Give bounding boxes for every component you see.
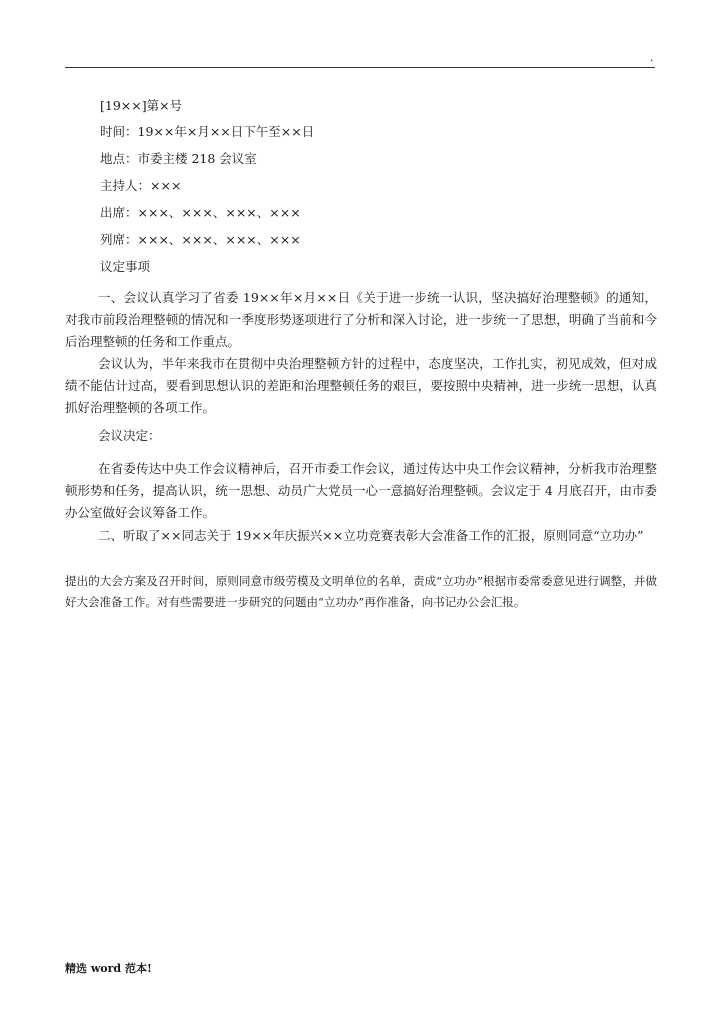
- header-mark: .: [650, 51, 654, 64]
- doc-number: [19××]第×号: [100, 98, 183, 113]
- header-rule: [65, 67, 655, 68]
- paragraph-5: 二、听取了××同志关于 19××年庆振兴××立功竞赛表彰大会准备工作的汇报，原则同意“立功办”: [98, 528, 644, 543]
- footer-text: 精选 word 范本!: [65, 962, 152, 975]
- meeting-place: 地点：市委主楼 218 会议室: [100, 151, 257, 166]
- paragraph-4: 在省委传达中央工作会议精神后，召开市委工作会议，通过传达中央工作会议精神，分析我市治理整顿形势和任务，提高认识，统一思想、动员广大党员一心一意搞好治理整顿。会议定于 4 月底召开，由市委办公室做好会议筹备工作。: [65, 461, 657, 520]
- meeting-host: 主持人：×××: [100, 178, 182, 193]
- paragraph-6: 提出的大会方案及召开时间，原则同意市级劳模及文明单位的名单，责成“立功办”根据市委常委意见进行调整，并做好大会准备工作。对有些需要进一步研究的问题由“立功办”再作准备，向书记办公会汇报。: [65, 574, 657, 609]
- paragraph-2: 会议认为，半年来我市在贯彻中央治理整顿方针的过程中，态度坚决，工作扎实，初见成效，但对成绩不能估计过高，要看到思想认识的差距和治理整顿任务的艰巨，要按照中央精神，进一步统一思想，认真抓好治理整顿的各项工作。: [65, 356, 657, 415]
- paragraph-1: 一、会议认真学习了省委 19××年×月××日《关于进一步统一认识，坚决搞好治理整顿》的通知，对我市前段治理整顿的情况和一季度形势逐项进行了分析和深入讨论，进一步统一了思想，明确了当前和今后治理整顿的任务和工作重点。: [65, 290, 657, 349]
- meeting-time: 时间：19××年×月××日下午至××日: [100, 124, 315, 139]
- meeting-observers: 列席：×××、×××、×××、×××: [100, 232, 301, 247]
- paragraph-3: 会议决定：: [98, 428, 161, 443]
- section-title: 议定事项: [100, 259, 151, 274]
- meeting-attendees: 出席：×××、×××、×××、×××: [100, 205, 301, 220]
